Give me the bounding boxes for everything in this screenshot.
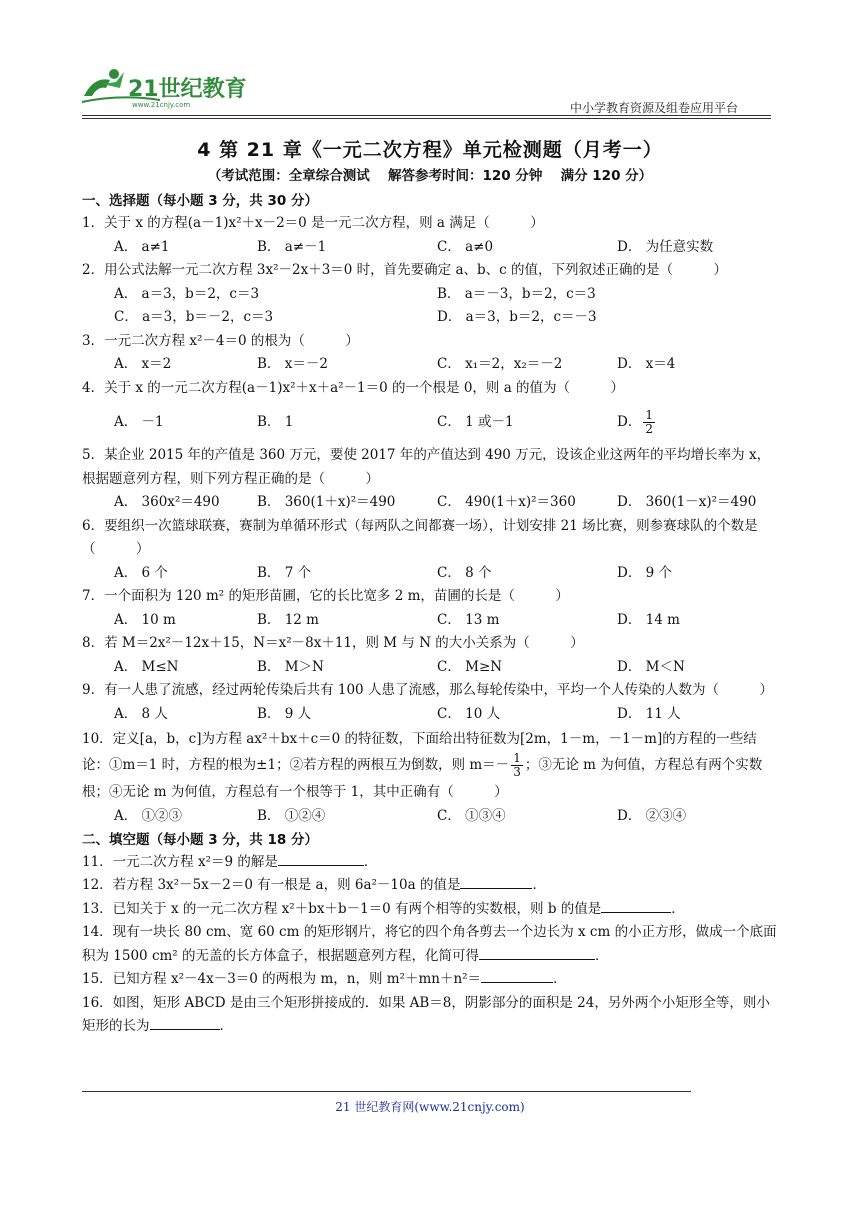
question-10 xyxy=(82,726,782,805)
question-7: 7．一个面积为 120 m² 的矩形苗圃，它的长比宽多 2 m，苗圃的长是（ ） xyxy=(82,588,569,604)
question-8: 8．若 M＝2x²－12x＋15，N＝x²－8x＋11，则 M 与 N 的大小关系为（ ） xyxy=(82,635,584,651)
option-c[interactable]: C． a≠0 xyxy=(437,238,494,255)
question-3: 3．一元二次方程 x²－4＝0 的根为（ ） xyxy=(82,332,359,349)
question-4: 4．关于 x 的一元二次方程(a－1)x²＋x＋a²－1＝0 的一个根是 0，则 a 的值为（ ） xyxy=(82,379,625,396)
options-10 xyxy=(82,805,782,829)
option-b[interactable]: B． a≠－1 xyxy=(257,238,327,255)
page-title: 4 第 21 章《一元二次方程》单元检测题（月考一） xyxy=(197,139,663,161)
option-d[interactable]: D． M＜N xyxy=(617,658,685,675)
options-1 xyxy=(82,236,782,260)
question-9: 9．有一人患了流感，经过两轮传染后共有 100 人患了流感，那么每轮传染中，平均一个人传染的人数为（ ） xyxy=(82,682,773,698)
option-d[interactable]: D． 14 m xyxy=(617,611,680,628)
options-6 xyxy=(82,562,782,586)
question-15 xyxy=(82,968,782,992)
fraction-one-half: $\frac{1}{2}$ xyxy=(645,407,653,436)
option-b[interactable]: B． M＞N xyxy=(257,658,324,675)
option-b[interactable]: B． a＝－3，b＝2，c＝3 xyxy=(437,285,596,302)
answer-blank[interactable] xyxy=(601,898,671,913)
option-a[interactable]: A． a≠1 xyxy=(114,238,170,255)
options-8 xyxy=(82,656,782,680)
question-16-text: 16．如图，矩形 ABCD 是由三个矩形拼接成的．如果 AB＝8，阴影部分的面积是 24，另外两个小矩形全等，则小矩形的长为 xyxy=(82,994,770,1034)
options-9 xyxy=(82,703,782,727)
answer-blank[interactable] xyxy=(479,945,595,960)
option-a[interactable]: A． M≤N xyxy=(114,658,179,675)
question-15-end: ． xyxy=(553,971,567,987)
options-4 xyxy=(82,400,782,444)
option-c[interactable]: C． ①③④ xyxy=(437,808,506,824)
question-12-end: ． xyxy=(532,877,546,893)
option-c[interactable]: C． 13 m xyxy=(437,611,500,628)
page-subtitle: （考试范围：全章综合测试 解答参考时间：120 分钟 满分 120 分） xyxy=(207,168,653,184)
option-a[interactable]: A． 10 m xyxy=(114,611,176,628)
option-d[interactable]: D． a＝3，b＝2，c＝－3 xyxy=(437,309,597,325)
question-16-end: ． xyxy=(219,1018,233,1034)
option-d[interactable]: D． 360(1－x)²＝490 xyxy=(617,494,757,510)
option-d[interactable]: D． x＝4 xyxy=(617,356,676,372)
option-b[interactable]: B． 7 个 xyxy=(257,564,312,581)
option-b[interactable]: B． 12 m xyxy=(257,611,319,628)
option-b[interactable]: B． ①②④ xyxy=(257,808,326,824)
question-11-text: 11．一元二次方程 x²＝9 的解是 xyxy=(82,853,278,870)
option-a[interactable]: A． x＝2 xyxy=(114,356,172,372)
logo-text: 21世纪教育 xyxy=(128,77,247,102)
option-c[interactable]: C． 8 个 xyxy=(437,564,492,581)
question-13-end: ． xyxy=(671,900,685,917)
option-d[interactable]: D． 9 个 xyxy=(617,564,672,581)
option-c[interactable]: C． x₁＝2，x₂＝－2 xyxy=(437,356,563,372)
option-c[interactable]: C． 1 或－1 xyxy=(437,414,514,430)
question-14-end: ． xyxy=(595,947,609,964)
option-a[interactable]: A． 8 人 xyxy=(114,705,168,722)
question-14-text: 14．现有一块长 80 cm、宽 60 cm 的矩形钢片，将它的四个角各剪去一个边长为 x cm 的小正方形，做成一个底面积为 1500 cm² 的无盖的长方体盒子，根据题意列方程，化简可得 xyxy=(82,924,777,964)
option-d[interactable]: D． ②③④ xyxy=(617,808,687,824)
fraction-one-third: $\frac{1}{3}$ xyxy=(513,751,521,779)
option-b[interactable]: B． x＝－2 xyxy=(257,356,328,372)
question-16 xyxy=(82,992,782,1039)
footer-link[interactable]: 21 世纪教育网(www.21cnjy.com) xyxy=(335,1100,525,1114)
options-7 xyxy=(82,609,782,633)
question-15-text: 15．已知方程 x²－4x－3＝0 的两根为 m，n，则 m²＋mn＋n²＝ xyxy=(82,971,482,987)
question-1: 1．关于 x 的方程(a－1)x²＋x－2＝0 是一元二次方程，则 a 满足（ ） xyxy=(82,215,544,231)
option-d-label: D． xyxy=(617,414,642,430)
option-b[interactable]: B． 9 人 xyxy=(257,705,312,722)
option-a[interactable]: A． a＝3，b＝2，c＝3 xyxy=(114,285,260,302)
question-13-text: 13．已知关于 x 的一元二次方程 x²＋bx＋b－1＝0 有两个相等的实数根，则 b 的值是 xyxy=(82,900,602,917)
header-rule xyxy=(82,115,771,116)
question-2: 2．用公式法解一元二次方程 3x²－2x＋3＝0 时，首先要确定 a、b、c 的值，下列叙述正确的是（ ） xyxy=(82,262,727,278)
section-heading-fill: 二、填空题（每小题 3 分，共 18 分） xyxy=(82,831,318,848)
question-5: 5．某企业 2015 年的产值是 360 万元，要使 2017 年的产值达到 490 万元，设该企业这两年的平均增长率为 x，根据题意列方程，则下列方程正确的是（ ） xyxy=(82,447,771,487)
options-2-row1 xyxy=(82,283,782,307)
option-d[interactable] xyxy=(617,400,657,444)
exam-content xyxy=(82,190,782,1039)
question-6: 6．要组织一次篮球联赛，赛制为单循环形式（每两队之间都赛一场），计划安排 21 场比赛，则参赛球队的个数是（ ） xyxy=(82,517,758,557)
answer-blank[interactable] xyxy=(460,874,532,889)
answer-blank[interactable] xyxy=(278,851,364,866)
question-10-part-b: ；③无论 m 为何值，方程总有两个实数根；④无论 m 为何值，方程总有一个根等于 1，其中正确有（ ） xyxy=(82,757,763,800)
question-11 xyxy=(82,851,782,875)
logo xyxy=(80,66,250,110)
question-14 xyxy=(82,921,782,968)
option-d[interactable]: D． 为任意实数 xyxy=(617,238,714,255)
question-12-text: 12．若方程 3x²－5x－2＝0 有一根是 a，则 6a²－10a 的值是 xyxy=(82,877,461,893)
option-b[interactable]: B． 360(1＋x)²＝490 xyxy=(257,494,396,510)
options-2-row2 xyxy=(82,306,782,330)
question-11-end: ． xyxy=(363,853,378,870)
logo-url: www.21cnjy.com xyxy=(132,101,191,109)
option-c[interactable]: C． a＝3，b＝－2，c＝3 xyxy=(114,309,274,325)
answer-blank[interactable] xyxy=(150,1015,220,1030)
platform-name: 中小学教育资源及组卷应用平台 xyxy=(569,101,738,115)
option-a[interactable]: A． 360x²＝490 xyxy=(114,494,220,510)
options-5 xyxy=(82,491,782,515)
option-d[interactable]: D． 11 人 xyxy=(617,705,681,722)
option-a[interactable]: A． ①②③ xyxy=(114,808,183,824)
footer-rule xyxy=(82,1091,691,1092)
section-heading-choice: 一、选择题（每小题 3 分，共 30 分） xyxy=(82,193,318,209)
option-a[interactable]: A． －1 xyxy=(114,414,164,430)
option-b[interactable]: B． 1 xyxy=(257,414,294,430)
option-a[interactable]: A． 6 个 xyxy=(114,564,168,581)
option-c[interactable]: C． M≥N xyxy=(437,658,503,675)
header-rule-2 xyxy=(82,118,771,119)
option-c[interactable]: C． 10 人 xyxy=(437,705,501,722)
question-12 xyxy=(82,874,782,898)
options-3 xyxy=(82,353,782,377)
question-10-part-a: 10．定义[a，b，c]为方程 ax²＋bx＋c＝0 的特征数，下面给出特征数为[2m，1－m，－1－m]的方程的一些结论：①m＝1 时，方程的根为±1；②若方程的两根互为倒数，则 m＝－ xyxy=(82,731,757,773)
answer-blank[interactable] xyxy=(481,968,553,983)
question-13 xyxy=(82,898,782,922)
option-c[interactable]: C． 490(1＋x)²＝360 xyxy=(437,494,576,510)
